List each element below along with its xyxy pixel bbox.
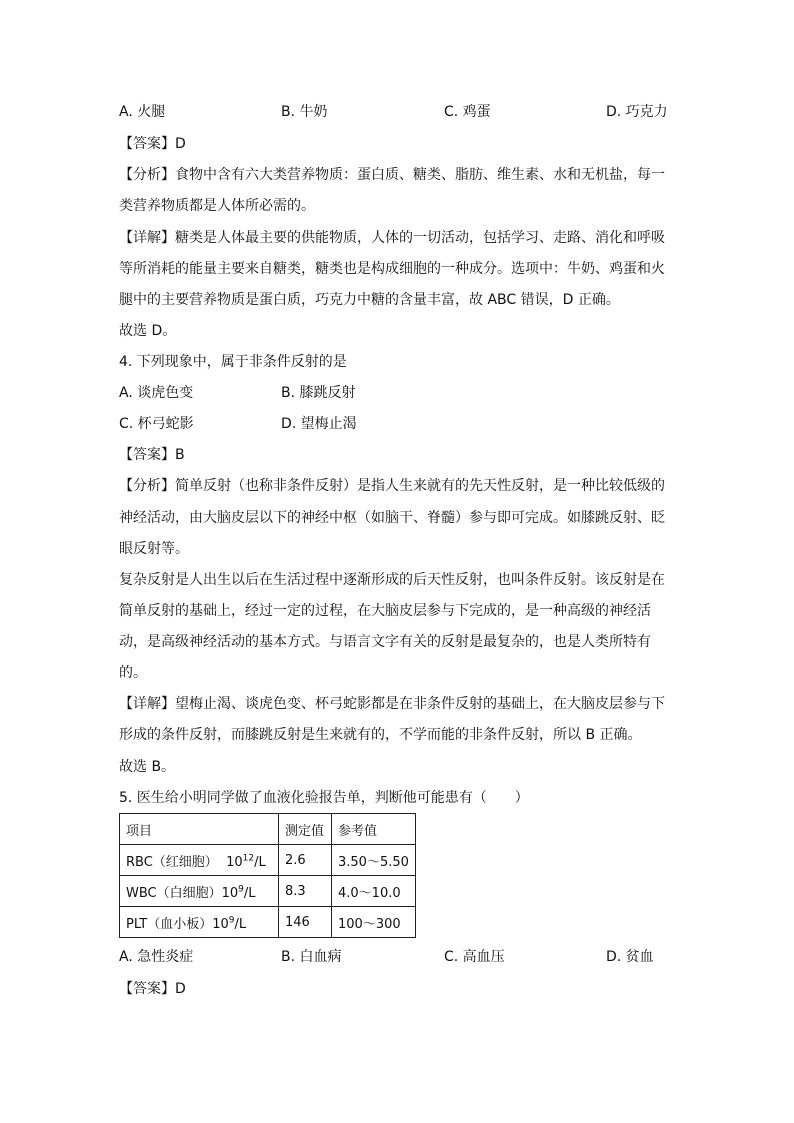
q4-analysis-line: 神经活动，由大脑皮层以下的神经中枢（如脑干、脊髓）参与即可完成。如膝跳反射、眨 (119, 510, 665, 526)
q5-option-c: C. 高血压 (444, 949, 505, 965)
row-item: PLT（血小板）$10^9/L$ (120, 907, 279, 938)
q5-option-b: B. 白血病 (281, 949, 342, 965)
blood-test-table (119, 813, 416, 938)
q3-option-b: B. 牛奶 (281, 104, 328, 120)
q5-stem: 5. 医生给小明同学做了血液化验报告单，判断他可能患有（ ） (119, 790, 529, 806)
q3-analysis-line: 类营养物质都是人体所必需的。 (119, 198, 315, 214)
q4-stem: 4. 下列现象中，属于非条件反射的是 (119, 354, 347, 370)
q4-analysis-line: 动，是高级神经活动的基本方式。与语言文字有关的反射是最复杂的，也是人类所特有 (119, 634, 651, 650)
q4-analysis-line: 简单反射的基础上，经过一定的过程，在大脑皮层参与下完成的，是一种高级的神经活 (119, 603, 651, 619)
row-item: RBC（红细胞） $10^{12}/L$ (120, 845, 279, 876)
q5-option-d: D. 贫血 (606, 949, 654, 965)
q4-analysis-line: 【分析】简单反射（也称非条件反射）是指人生来就有的先天性反射，是一种比较低级的 (119, 478, 665, 494)
q3-answer: 【答案】D (119, 136, 186, 152)
q3-option-a: A. 火腿 (119, 104, 166, 120)
header-item: 项目 (120, 814, 279, 845)
q4-options-row2 (119, 414, 679, 434)
row-value: 2.6 (279, 845, 332, 876)
q5-answer: 【答案】D (119, 981, 186, 997)
q4-options-row1 (119, 383, 679, 403)
row-reference: 4.0～10.0 (332, 876, 416, 907)
row-reference: 100～300 (332, 907, 416, 938)
q4-analysis-line: 的。 (119, 665, 147, 681)
header-value: 测定值 (279, 814, 332, 845)
q4-detail-line: 【详解】望梅止渴、谈虎色变、杯弓蛇影都是在非条件反射的基础上，在大脑皮层参与下 (119, 696, 665, 712)
table-row (120, 845, 416, 876)
q4-conclusion: 故选 B。 (119, 759, 176, 775)
row-value: 146 (279, 907, 332, 938)
q3-detail-line: 等所消耗的能量主要来自糖类，糖类也是构成细胞的一种成分。选项中：牛奶、鸡蛋和火 (119, 261, 665, 277)
q3-option-d: D. 巧克力 (606, 104, 668, 120)
table-row (120, 907, 416, 938)
row-item: WBC（白细胞）$10^9/L$ (120, 876, 279, 907)
row-reference: 3.50～5.50 (332, 845, 416, 876)
q4-option-d: D. 望梅止渴 (281, 416, 357, 432)
table-row (120, 876, 416, 907)
row-value: 8.3 (279, 876, 332, 907)
header-reference: 参考值 (332, 814, 416, 845)
q4-analysis-line: 眼反射等。 (119, 541, 189, 557)
q5-options (119, 947, 679, 967)
q4-answer: 【答案】B (119, 447, 185, 463)
q3-detail-line: 腿中的主要营养物质是蛋白质，巧克力中糖的含量丰富，故 ABC 错误，D 正确。 (119, 292, 620, 308)
q4-option-a: A. 谈虎色变 (119, 385, 194, 401)
q4-detail-line: 形成的条件反射，而膝跳反射是生来就有的，不学而能的非条件反射，所以 B 正确。 (119, 727, 642, 743)
q3-option-c: C. 鸡蛋 (444, 104, 491, 120)
q5-option-a: A. 急性炎症 (119, 949, 194, 965)
q4-option-b: B. 膝跳反射 (281, 385, 356, 401)
q3-analysis-line: 【分析】食物中含有六大类营养物质：蛋白质、糖类、脂肪、维生素、水和无机盐，每一 (119, 167, 665, 183)
q4-analysis-line: 复杂反射是人出生以后在生活过程中逐渐形成的后天性反射，也叫条件反射。该反射是在 (119, 572, 665, 588)
q3-detail-line: 【详解】糖类是人体最主要的供能物质，人体的一切活动，包括学习、走路、消化和呼吸 (119, 230, 665, 246)
q4-option-c: C. 杯弓蛇影 (119, 416, 194, 432)
q3-conclusion: 故选 D。 (119, 323, 177, 339)
table-header-row (120, 814, 416, 845)
q3-options (119, 102, 679, 122)
